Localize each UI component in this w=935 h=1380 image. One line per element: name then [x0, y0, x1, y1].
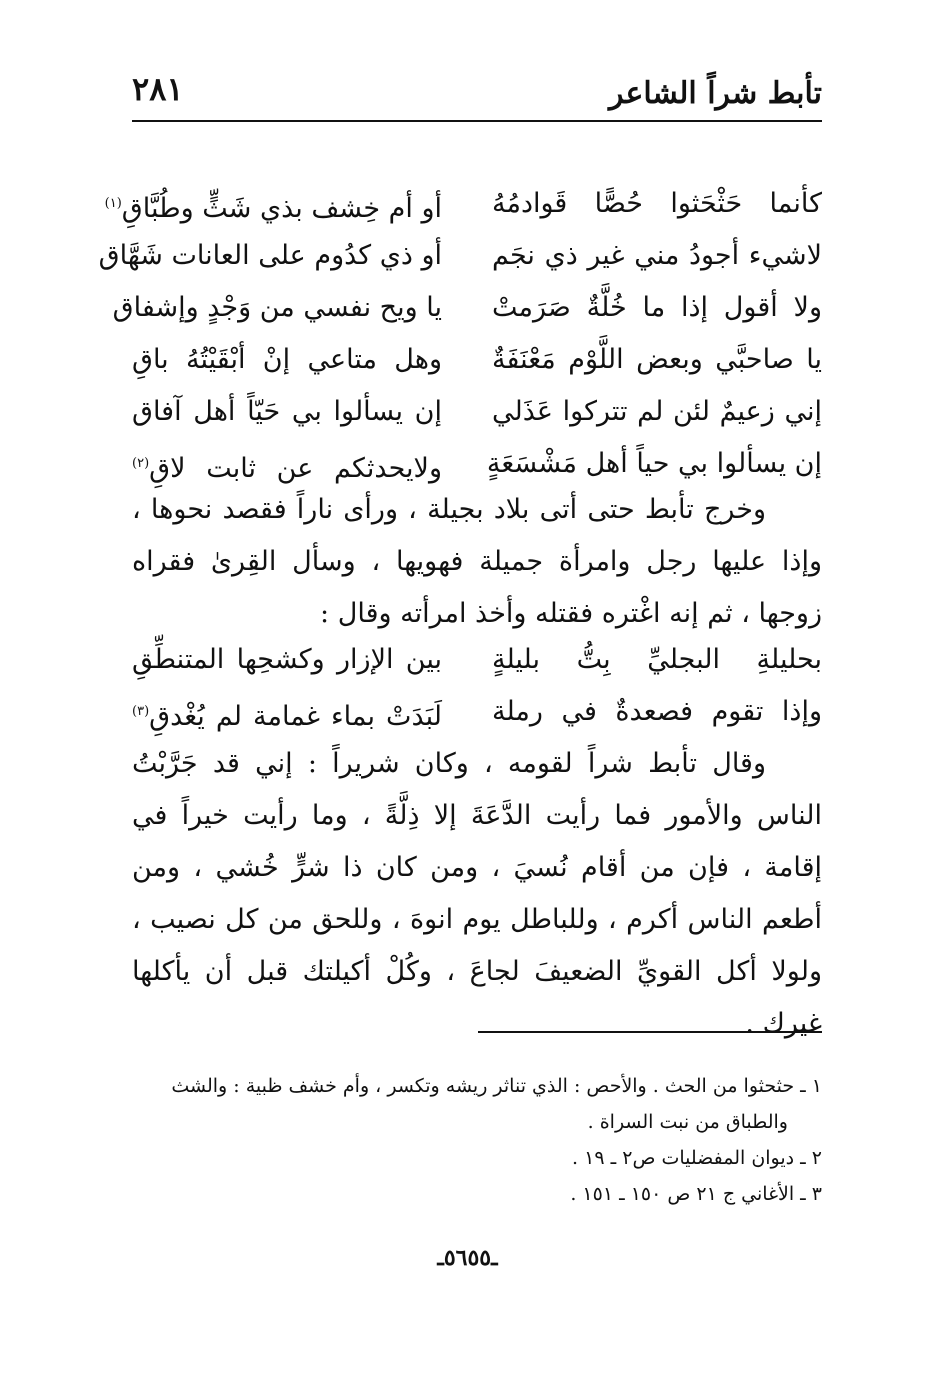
page-number: ٢٨١	[132, 70, 184, 108]
hemistich-text: ولايحدثكم عن ثابت لاقِ	[149, 453, 442, 484]
verse-first-hemistich: إني زعيمٌ لئن لم تتركوا عَذَلي	[492, 396, 822, 427]
paragraph-text: وخرج تأبط حتى أتى بلاد بجيلة ، ورأى ناراً فقصد نحوها ، وإذا عليها رجل وامرأة جميلة فهويها ، وسأل القِرىٰ فقراه زوجها ، ثم إنه اغْتره فقتله وأخذ امرأته وقال :	[132, 494, 822, 629]
footnote-1: ١ ـ حثحثوا من الحث . والأحص : الذي تناثر ريشه وتكسر ، وأم خشف ظبية : والشث	[171, 1075, 822, 1097]
footnote-1-continuation: والطباق من نبت السراة .	[587, 1111, 788, 1133]
paragraph-one	[132, 484, 822, 640]
verse-second-hemistich: يا ويح نفسي من وَجْدٍ وإشفاق	[112, 292, 442, 323]
verse	[104, 182, 822, 234]
hemistich-text: أو أم خِشف بذي شَثٍّ وطُبَّاقِ	[121, 193, 442, 224]
verse-first-hemistich: إن يسألوا بي حياً أهل مَشْسَعَةٍ	[486, 448, 822, 479]
page-footer-number: ـ٥٦٥٥ـ	[437, 1245, 498, 1271]
poem-two	[132, 638, 822, 742]
verse-second-hemistich	[104, 182, 442, 231]
footnote-2: ٢ ـ ديوان المفضليات ص٢ ـ ١٩ .	[572, 1147, 822, 1169]
header-rule	[132, 120, 822, 122]
verse-first-hemistich: يا صاحبَّي وبعض اللَّوْم مَعْنَفَةٌ	[492, 344, 822, 375]
verse	[132, 390, 822, 442]
verse-first-hemistich: وإذا تقوم فصعدةٌ في رملة	[492, 696, 822, 727]
verse	[132, 338, 822, 390]
verse-first-hemistich: لاشيء أجودُ مني غير ذي نجَم	[492, 240, 822, 271]
paragraph-two	[132, 738, 822, 1050]
verse-second-hemistich: بين الإزار وكشحِها المتنطِّقِ	[132, 644, 442, 675]
verse-first-hemistich: بحليلةِ البجليِّ بِتُّ بليلةٍ	[492, 644, 822, 675]
footnote-marker: (١)	[104, 196, 122, 211]
header-title: تأبط شراً الشاعر	[608, 76, 822, 111]
verse-first-hemistich: ولا أقول إذا ما خُلَّةٌ صَرَمتْ	[492, 292, 822, 323]
verse	[98, 234, 822, 286]
verse	[132, 638, 822, 690]
verse	[112, 286, 822, 338]
verse-second-hemistich	[132, 690, 442, 739]
footnote-marker: (٣)	[132, 704, 150, 719]
footnote-marker: (٢)	[132, 456, 150, 471]
footnote-3: ٣ ـ الأغاني ج ٢١ ص ١٥٠ ـ ١٥١ .	[570, 1183, 822, 1205]
footnotes	[120, 1068, 822, 1212]
verse-second-hemistich: إن يسألوا بي حَيّاً أهل آفاق	[132, 396, 442, 427]
hemistich-text: لَبَدَتْ بماء غمامة لم يُغْدقِ	[149, 701, 442, 732]
verse-first-hemistich: كأنما حَثْحَثوا حُصًّا قَوادمُهُ	[492, 188, 822, 219]
verse-second-hemistich: وهل متاعي إنْ أبْقَيْتُهُ باقِ	[132, 344, 442, 375]
page-header	[132, 62, 822, 122]
paragraph-text: وقال تأبط شراً لقومه ، وكان شريراً : إني قد جَرَّبْتُ الناس والأمور فما رأيت الدَّعَةَ إلا ذِلَّةً ، وما رأيت خيراً في إقامة ، فإن من أقام نُسيَ ، ومن كان ذا شرٍّ خُشي ، ومن أطعم الناس أكرم ، وللباطل يوم انوهَ ، وللحق من كل نصيب ، ولولا أكل القويِّ الضعيفَ لجاعَ ، وكُلْ أكيلتك قبل أن يأكلها غيرك .	[132, 748, 822, 1039]
footnote-rule	[478, 1031, 822, 1033]
verse-second-hemistich: أو ذي كدُوم على العانات شَهَّاق	[98, 240, 442, 271]
verse	[132, 690, 822, 742]
poem-one	[98, 182, 822, 494]
